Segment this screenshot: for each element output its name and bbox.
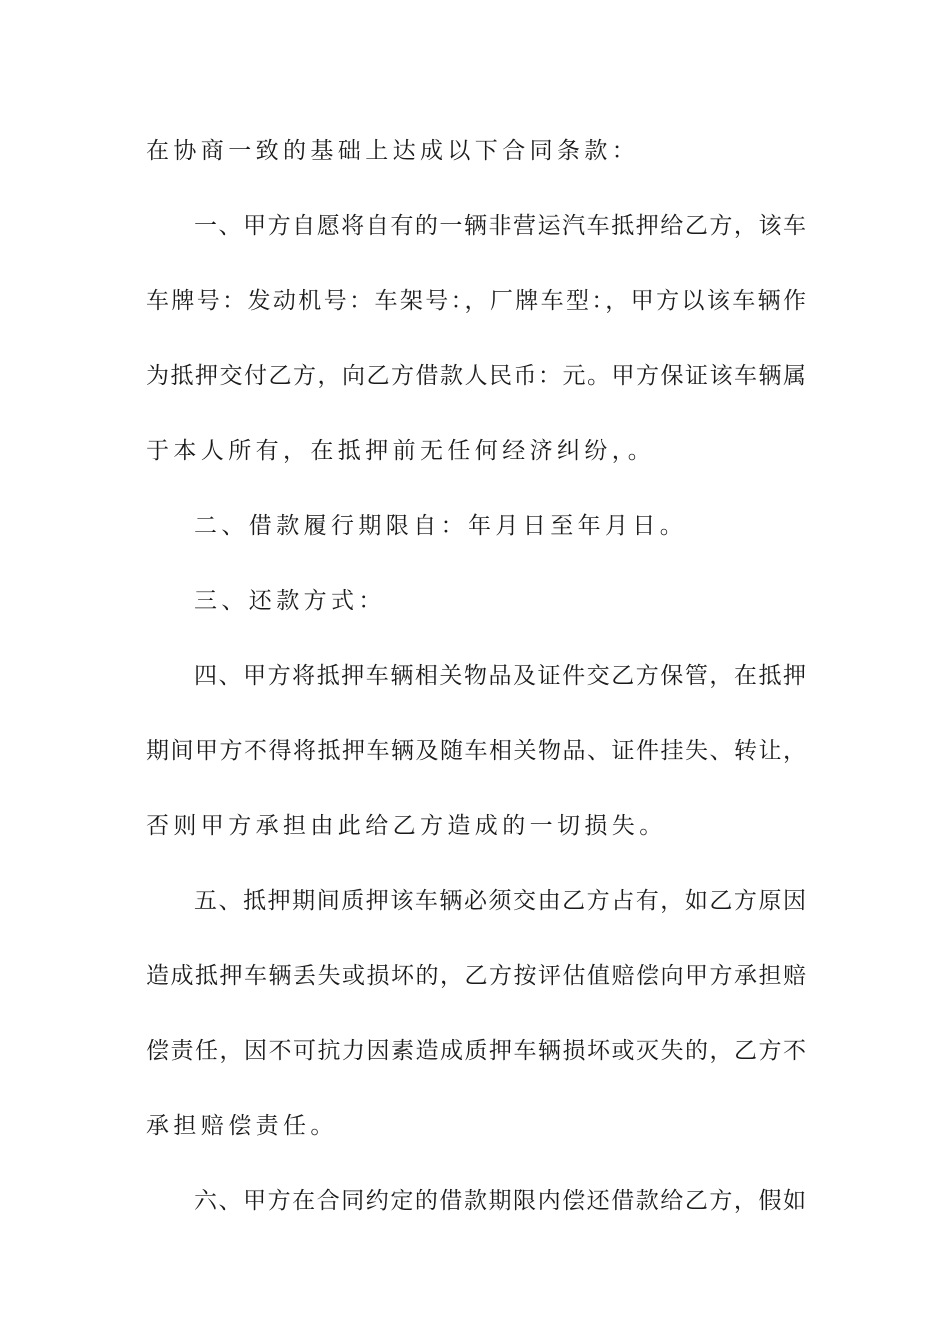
clause-5-line-3: 偿责任，因不可抗力因素造成质押车辆损坏或灭失的，乙方不 xyxy=(146,1038,806,1064)
clause-4-line-2: 期间甲方不得将抵押车辆及随车相关物品、证件挂失、转让， xyxy=(146,738,806,764)
clause-4-line-1: 四、甲方将抵押车辆相关物品及证件交乙方保管，在抵押 xyxy=(194,663,806,689)
text-line-intro: 在协商一致的基础上达成以下合同条款： xyxy=(146,138,640,164)
clause-1-line-3: 为抵押交付乙方，向乙方借款人民币：元。甲方保证该车辆属 xyxy=(146,363,806,389)
clause-6-line-1: 六、甲方在合同约定的借款期限内偿还借款给乙方，假如 xyxy=(194,1188,806,1214)
clause-4-line-3: 否则甲方承担由此给乙方造成的一切损失。 xyxy=(146,813,667,839)
clause-1-line-1: 一、甲方自愿将自有的一辆非营运汽车抵押给乙方，该车 xyxy=(194,213,806,239)
clause-3-line-1: 三、还款方式： xyxy=(194,588,386,614)
clause-1-line-4: 于本人所有，在抵押前无任何经济纠纷，。 xyxy=(146,438,656,464)
clause-5-line-2: 造成抵押车辆丢失或损坏的，乙方按评估值赔偿向甲方承担赔 xyxy=(146,963,806,989)
clause-1-line-2: 车牌号：发动机号：车架号：，厂牌车型：，甲方以该车辆作 xyxy=(146,288,806,314)
clause-5-line-4: 承担赔偿责任。 xyxy=(146,1113,338,1139)
clause-5-line-1: 五、抵押期间质押该车辆必须交由乙方占有，如乙方原因 xyxy=(194,888,806,914)
clause-2-line-1: 二、借款履行期限自：年月日至年月日。 xyxy=(194,513,688,539)
